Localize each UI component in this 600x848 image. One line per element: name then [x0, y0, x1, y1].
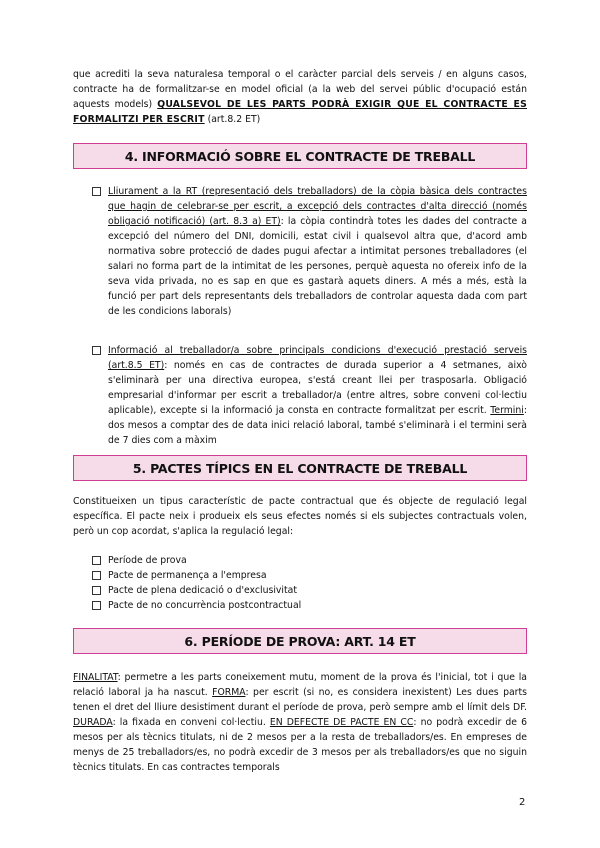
section-4-heading: 4. INFORMACIÓ SOBRE EL CONTRACTE DE TREBALL	[73, 143, 527, 169]
list-item: Pacte de no concurrència postcontractual	[92, 598, 392, 613]
section-5-intro: Constitueixen un tipus característic de pacte contractual que és objecte de regulació legal específica. El pacte neix i produeix els seus efectes només si els subjectes contractuals volen, però un cop acordat, s'aplica la regulació legal:	[73, 496, 527, 537]
list-item: Pacte de permanença a l'empresa	[92, 568, 392, 583]
pactes-list	[92, 553, 392, 613]
checkbox[interactable]	[92, 187, 101, 196]
list-item: Pacte de plena dedicació o d'exclusivitat	[92, 583, 392, 598]
intro-emphasis: QUALSEVOL DE LES PARTS PODRÀ EXIGIR QUE EL CONTRACTE ES FORMALITZI PER ESCRIT	[73, 99, 527, 125]
section-5-heading: 5. PACTES TÍPICS EN EL CONTRACTE DE TREBALL	[73, 455, 527, 481]
section-6-paragraph: FINALITAT: permetre a les parts coneixement mutu, moment de la prova és l'inicial, tot i que la relació laboral ja ha nascut. FORMA: per escrit (si no, es considera inexistent) Les dues parts tenen el dret del lliure desistiment durant el període de prova, però sempre amb el límit dels DF. DURADA: la fixada en conveni col·lectiu. EN DEFECTE DE PACTE EN CC: no podrà excedir de 6 mesos per als tècnics titulats, ni de 2 mesos per a la resta de treballadors/es. En empreses de menys de 25 treballadors/es, no podrà excedir de 3 mesos per als treballadors/es que no siguin tècnics titulats. En cas contractes temporals	[73, 672, 527, 773]
section-6-heading: 6. PERÍODE DE PROVA: ART. 14 ET	[73, 628, 527, 654]
checkbox[interactable]	[92, 346, 101, 355]
page-number: 2	[519, 797, 526, 808]
checklist-item-informacio-treballador: Informació al treballador/a sobre principals condicions d'execució prestació serveis (art.8.5 ET): només en cas de contractes de durada superior a 4 setmanes, això s'eliminarà per una directiva europea, s'está creant llei per trasposarla. Obligació empresarial d'informar per escrit a treballador/a (entre altres, sobre conveni col·lectiu aplicable), excepte si la informació ja consta en contracte formalitzat per escrit. Termini: dos mesos a comptar des de data inici relació laboral, també s'eliminarà i el termini serà de 7 dies com a màxim	[92, 343, 527, 448]
intro-paragraph: que acrediti la seva naturalesa temporal o el caràcter parcial dels serveis / en alguns casos, contracte ha de formalitzar-se en model oficial (a la web del servei públic d'ocupació están aquests models) QUALSEVOL DE LES PARTS PODRÀ EXIGIR QUE EL CONTRACTE ES FORMALITZI PER ESCRIT (art.8.2 ET)	[73, 69, 527, 125]
checkbox[interactable]	[92, 556, 101, 565]
checkbox[interactable]	[92, 586, 101, 595]
checklist-item-copia-basica: Lliurament a la RT (representació dels treballadors) de la còpia bàsica dels contractes que hagin de celebrar-se per escrit, a excepció dels contractes d'alta direcció (només obligació notificació) (art. 8.3 a) ET): la còpia contindrà totes les dades del contracte a excepció del número del DNI, domicili, estat civil i qualsevol altra que, d'acord amb normativa sobre protecció de dades pugui afectar a intimitat persones treballadores (el salari no forma part de la intimitat de les persones, perquè aquesta no ofereix info de la seva vida privada, no es sap en que es gastarà aquets diners. A més a més, està la funció per part dels representants dels treballadors de controlar aquesta dada com part de les condicions laborals)	[92, 184, 527, 319]
checkbox[interactable]	[92, 601, 101, 610]
list-item: Període de prova	[92, 553, 392, 568]
checkbox[interactable]	[92, 571, 101, 580]
